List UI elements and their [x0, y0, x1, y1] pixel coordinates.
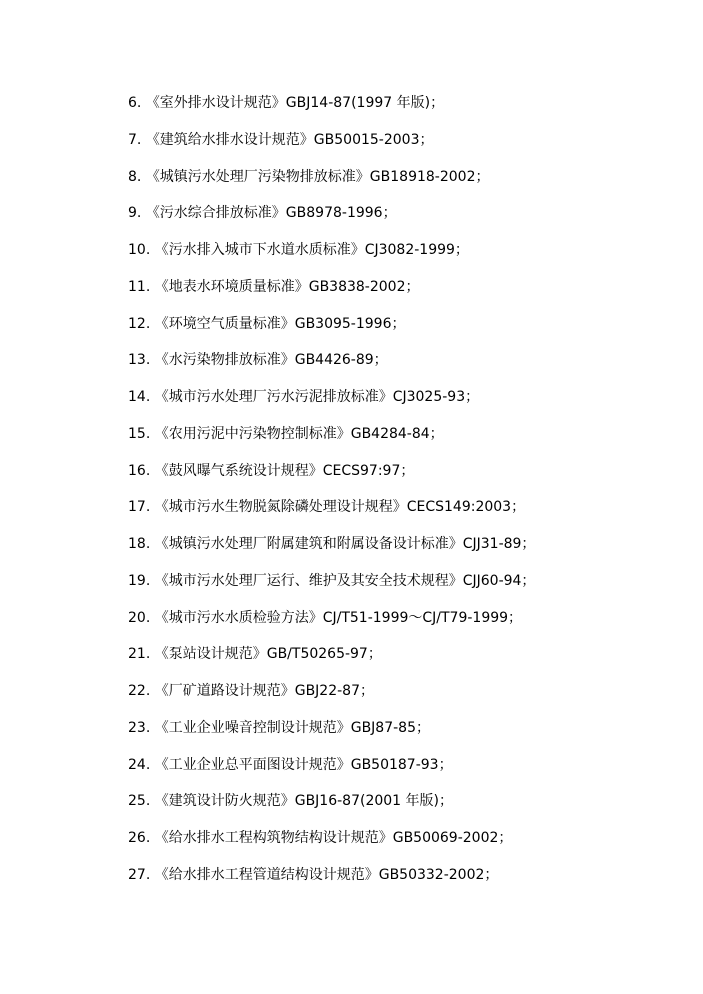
- list-item: [128, 92, 535, 129]
- list-item: [128, 496, 535, 533]
- item-text: 《鼓风曝气系统设计规程》CECS97:97；: [154, 462, 415, 479]
- list-item: [128, 607, 535, 644]
- item-number: 11.: [128, 278, 151, 295]
- item-number: 26.: [128, 830, 151, 846]
- item-text: 《泵站设计规范》GB/T50265-97；: [154, 646, 382, 663]
- item-text: 《污水综合排放标准》GB8978-1996；: [145, 205, 397, 222]
- item-text: 《城镇污水处理厂附属建筑和附属设备设计标准》CJJ31-89；: [154, 536, 536, 552]
- list-item: [128, 239, 535, 276]
- list-item: [128, 313, 535, 350]
- item-number: 24.: [128, 756, 151, 773]
- item-text: 《建筑设计防火规范》GBJ16-87(2001 年版)；: [154, 793, 453, 810]
- item-number: 10.: [128, 242, 151, 258]
- list-item: [128, 276, 535, 313]
- list-item: [128, 533, 535, 570]
- item-number: 6.: [128, 95, 142, 111]
- item-text: 《污水排入城市下水道水质标准》CJ3082-1999；: [154, 242, 469, 258]
- item-number: 15.: [128, 425, 151, 442]
- item-text: 《环境空气质量标准》GB3095-1996；: [154, 315, 406, 332]
- list-item: [128, 717, 535, 754]
- item-number: 20.: [128, 609, 151, 626]
- item-text: 《厂矿道路设计规范》GBJ22-87；: [154, 683, 374, 699]
- item-number: 12.: [128, 315, 151, 332]
- list-item: [128, 129, 535, 166]
- item-text: 《建筑给水排水设计规范》GB50015-2003；: [145, 131, 434, 148]
- item-number: 23.: [128, 719, 151, 736]
- item-text: 《给水排水工程管道结构设计规范》GB50332-2002；: [154, 866, 499, 883]
- list-item: [128, 423, 535, 460]
- list-item: [128, 827, 535, 864]
- item-text: 《水污染物排放标准》GB4426-89；: [154, 352, 388, 369]
- item-number: 25.: [128, 793, 151, 810]
- item-number: 9.: [128, 205, 142, 222]
- item-number: 8.: [128, 168, 142, 185]
- item-text: 《城市污水处理厂运行、维护及其安全技术规程》CJJ60-94；: [154, 572, 536, 589]
- item-text: 《室外排水设计规范》GBJ14-87(1997 年版)；: [145, 95, 445, 111]
- reference-list: [128, 92, 535, 901]
- list-item: [128, 790, 535, 827]
- item-text: 《地表水环境质量标准》GB3838-2002；: [154, 278, 420, 295]
- list-item: [128, 460, 535, 497]
- item-text: 《城市污水处理厂污水污泥排放标准》CJ3025-93；: [154, 389, 480, 405]
- item-number: 14.: [128, 389, 151, 405]
- item-number: 27.: [128, 866, 151, 883]
- item-number: 18.: [128, 536, 151, 552]
- item-number: 7.: [128, 131, 142, 148]
- item-text: 《城镇污水处理厂污染物排放标准》GB18918-2002；: [145, 168, 490, 185]
- item-text: 《城市污水生物脱氮除磷处理设计规程》CECS149:2003；: [154, 499, 526, 516]
- item-text: 《农用污泥中污染物控制标准》GB4284-84；: [154, 425, 444, 442]
- list-item: [128, 680, 535, 717]
- item-number: 22.: [128, 683, 151, 699]
- list-item: [128, 570, 535, 607]
- list-item: [128, 754, 535, 791]
- list-item: [128, 202, 535, 239]
- list-item: [128, 349, 535, 386]
- list-item: [128, 386, 535, 423]
- item-number: 17.: [128, 499, 151, 516]
- list-item: [128, 864, 535, 901]
- list-item: [128, 166, 535, 203]
- list-item: [128, 643, 535, 680]
- item-text: 《给水排水工程构筑物结构设计规范》GB50069-2002；: [154, 830, 513, 846]
- item-number: 21.: [128, 646, 151, 663]
- item-number: 16.: [128, 462, 151, 479]
- item-text: 《城市污水水质检验方法》CJ/T51-1999～CJ/T79-1999；: [154, 609, 523, 626]
- item-number: 19.: [128, 572, 151, 589]
- item-text: 《工业企业噪音控制设计规范》GBJ87-85；: [154, 719, 430, 736]
- item-number: 13.: [128, 352, 151, 369]
- item-text: 《工业企业总平面图设计规范》GB50187-93；: [154, 756, 453, 773]
